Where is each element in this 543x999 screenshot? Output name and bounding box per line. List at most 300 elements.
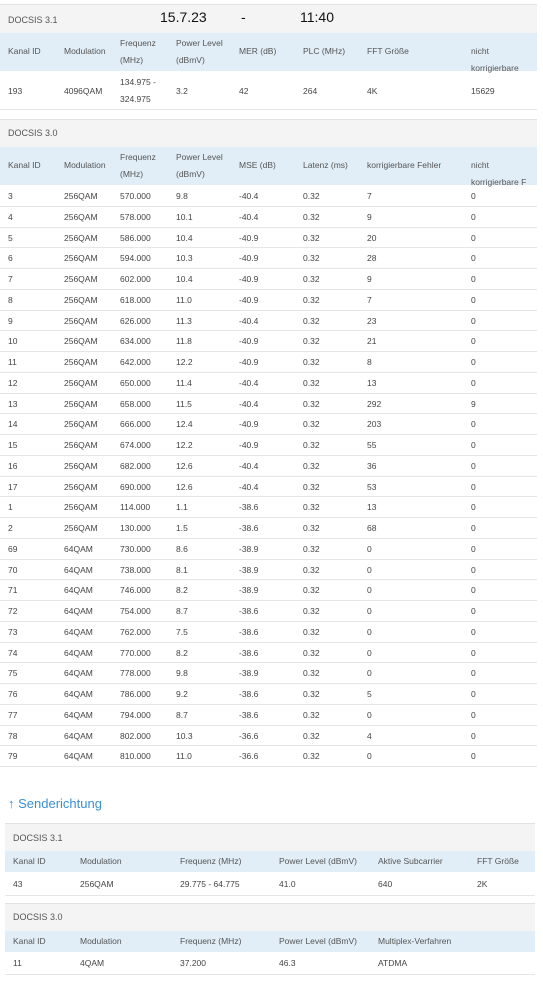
cell-frequency: 626.000: [120, 315, 151, 326]
cell-uncorrectable: 0: [471, 274, 476, 284]
cell-correctable: 9: [367, 274, 372, 284]
cell-latency: 0.32: [303, 191, 320, 201]
cell-mse: -36.6: [239, 751, 259, 762]
cell-mse: -40.4: [239, 460, 259, 471]
us30-table-row: [5, 952, 535, 974]
cell-id: 7: [8, 274, 13, 284]
cell-correctable: 7: [367, 294, 372, 305]
cell-uncorrectable: 0: [471, 606, 476, 616]
cell-frequency: 578.000: [120, 211, 151, 222]
cell-correctable: 292: [367, 398, 382, 409]
cell-frequency: 794.000: [120, 709, 151, 720]
col-latenz: Latenz (ms): [303, 160, 348, 170]
table-row: [0, 248, 537, 269]
cell-latency: 0.32: [303, 626, 320, 637]
row-divider: [0, 766, 537, 767]
cell-id: 2: [8, 523, 13, 533]
cell-latency: 0.32: [303, 502, 320, 513]
cell-id: 9: [8, 315, 13, 326]
cell-frequency: 658.000: [120, 398, 151, 409]
cell-uncorrectable: 0: [471, 647, 476, 658]
screenshot-dash: -: [241, 9, 246, 25]
cell-id: 3: [8, 191, 13, 201]
col-kanal-id: Kanal ID: [13, 936, 46, 946]
cell-power: 10.4: [176, 274, 193, 284]
cell-id: 10: [8, 336, 18, 347]
cell-id: 74: [8, 647, 18, 658]
cell-power: 1.5: [176, 523, 188, 533]
col-multiplex: Multiplex-Verfahren: [378, 936, 452, 946]
cell-mse: -38.6: [239, 689, 259, 699]
cell-id: 69: [8, 543, 18, 554]
col-kanal-id: Kanal ID: [8, 160, 41, 170]
cell-id: 77: [8, 709, 18, 720]
divider: [5, 895, 535, 896]
cell-frequency: 130.000: [120, 523, 151, 533]
cell-frequency: 642.000: [120, 357, 151, 367]
cell-frequency: 29.775 - 64.775: [180, 879, 240, 889]
us31-table-row: [5, 872, 535, 894]
cell-modulation: 64QAM: [64, 626, 93, 637]
col-frequenz: Frequenz: [120, 38, 156, 48]
table-row: [0, 601, 537, 622]
cell-mse: -40.9: [239, 440, 259, 450]
cell-id: 12: [8, 377, 18, 388]
cell-frequency: 746.000: [120, 585, 151, 596]
cell-mse: -38.6: [239, 523, 259, 533]
cell-power: 10.1: [176, 211, 193, 222]
table-row: [0, 290, 537, 311]
ds31-title: DOCSIS 3.1: [8, 15, 58, 25]
ds30-panel-title: [0, 119, 537, 147]
cell-frequency: 618.000: [120, 294, 151, 305]
cell-correctable: 0: [367, 585, 372, 596]
cell-correctable: 0: [367, 626, 372, 637]
table-row: [0, 373, 537, 394]
cell-id: 70: [8, 564, 18, 575]
cell-frequency: 810.000: [120, 751, 151, 762]
screenshot-time: 11:40: [300, 9, 334, 25]
cell-mse: -40.9: [239, 274, 259, 284]
cell-correctable: 0: [367, 709, 372, 720]
cell-latency: 0.32: [303, 315, 320, 326]
cell-power: 12.6: [176, 481, 193, 492]
table-row: [0, 663, 537, 684]
table-row: [0, 477, 537, 498]
cell-correctable: 0: [367, 543, 372, 554]
cell-correctable: 0: [367, 751, 372, 762]
ds30-table-body: [0, 186, 537, 768]
cell-frequency: 666.000: [120, 419, 151, 430]
col-modulation: Modulation: [64, 46, 106, 56]
cell-power: 11.5: [176, 398, 192, 409]
cell-latency: 0.32: [303, 232, 320, 243]
table-row: [0, 684, 537, 705]
cell-modulation: 64QAM: [64, 543, 93, 554]
cell-modulation: 256QAM: [64, 232, 98, 243]
cell-id: 11: [8, 357, 17, 367]
cell-modulation: 256QAM: [64, 440, 98, 450]
cell-power: 9.2: [176, 689, 188, 699]
col-power-level: Power Level: [176, 152, 223, 162]
cell-power: 11.3: [176, 315, 192, 326]
cell-power: 8.2: [176, 647, 188, 658]
cell-frequency: 778.000: [120, 668, 151, 679]
col-power-level: Power Level (dBmV): [279, 936, 357, 946]
table-row: [0, 352, 537, 373]
table-row: [0, 643, 537, 664]
cell-latency: 0.32: [303, 668, 320, 679]
cell-modulation: 256QAM: [64, 523, 98, 533]
cell-power: 12.6: [176, 460, 193, 471]
cell-uncorrectable: 0: [471, 357, 476, 367]
cell-modulation: 256QAM: [64, 211, 98, 222]
cell-latency: 0.32: [303, 730, 320, 741]
cell-modulation: 64QAM: [64, 606, 93, 616]
cell-power: 8.2: [176, 585, 188, 596]
table-row: [0, 539, 537, 560]
cell-id: 16: [8, 460, 18, 471]
cell-mer: 42: [239, 86, 249, 96]
cell-latency: 0.32: [303, 253, 320, 264]
cell-modulation: 256QAM: [64, 253, 98, 264]
cell-correctable: 23: [367, 315, 377, 326]
cell-mse: -40.9: [239, 294, 259, 305]
cell-mse: -40.4: [239, 398, 259, 409]
cell-frequency: 114.000: [120, 502, 151, 513]
table-row: [0, 726, 537, 747]
cell-uncorrectable: 0: [471, 294, 476, 305]
ds31-header-row: [0, 33, 537, 71]
cell-uncorrectable: 9: [471, 398, 476, 409]
table-row: [0, 394, 537, 415]
cell-latency: 0.32: [303, 398, 320, 409]
table-row: [0, 705, 537, 726]
cell-mse: -40.9: [239, 253, 259, 264]
cell-uncorrectable: 0: [471, 336, 476, 347]
col-uncorrectable: nicht korrigierbare: [471, 46, 519, 73]
cell-id: 8: [8, 294, 13, 305]
cell-latency: 0.32: [303, 419, 320, 430]
divider: [5, 974, 535, 975]
col-power-unit: (dBmV): [176, 169, 205, 179]
cell-mse: -40.4: [239, 315, 259, 326]
cell-id: 14: [8, 419, 18, 430]
cell-modulation: 256QAM: [64, 191, 98, 201]
table-row: [0, 414, 537, 435]
cell-latency: 0.32: [303, 336, 320, 347]
cell-uncorrectable: 0: [471, 709, 476, 720]
us31-panel-title: [5, 823, 535, 851]
cell-correctable: 55: [367, 440, 377, 450]
cell-id: 17: [8, 481, 18, 492]
cell-power: 9.8: [176, 668, 188, 679]
cell-modulation: 256QAM: [64, 481, 98, 492]
cell-correctable: 0: [367, 647, 372, 658]
cell-correctable: 13: [367, 377, 377, 388]
cell-frequency: 682.000: [120, 460, 151, 471]
cell-modulation: 256QAM: [64, 377, 98, 388]
cell-frequency: 650.000: [120, 377, 151, 388]
cell-uncorrectable: 0: [471, 668, 476, 679]
cell-modulation: 256QAM: [64, 357, 98, 367]
cell-power: 8.7: [176, 709, 188, 720]
cell-id: 78: [8, 730, 18, 741]
cell-power: 11.0: [176, 751, 192, 762]
cell-mse: -40.9: [239, 232, 259, 243]
us31-header-row: [5, 851, 535, 872]
cell-power: 11.4: [176, 377, 192, 388]
cell-uncorrectable: 0: [471, 377, 476, 388]
col-frequenz: Frequenz: [120, 152, 156, 162]
us30-panel-title: [5, 903, 535, 931]
table-row: [0, 622, 537, 643]
table-row: [0, 435, 537, 456]
screenshot-date: 15.7.23: [160, 9, 207, 25]
table-row: [0, 228, 537, 249]
cell-latency: 0.32: [303, 585, 320, 596]
cell-id: 43: [13, 879, 23, 889]
ds30-header-row: [0, 147, 537, 185]
col-modulation: Modulation: [64, 160, 106, 170]
cell-mse: -40.4: [239, 377, 259, 388]
cell-multiplex: ATDMA: [378, 958, 408, 968]
cell-id: 6: [8, 253, 13, 264]
cell-mse: -40.4: [239, 191, 259, 201]
cell-modulation: 64QAM: [64, 647, 93, 658]
table-row: [0, 497, 537, 518]
cell-uncorrectable: 0: [471, 730, 476, 741]
cell-power: 8.6: [176, 543, 188, 554]
cell-power: 10.3: [176, 253, 193, 264]
cell-modulation: 64QAM: [64, 668, 93, 679]
cell-frequency: 738.000: [120, 564, 151, 575]
cell-correctable: 28: [367, 253, 377, 264]
col-frequenz: Frequenz (MHz): [180, 936, 242, 946]
cell-id: 13: [8, 398, 18, 409]
cell-latency: 0.32: [303, 294, 320, 305]
cell-id: 76: [8, 689, 18, 699]
cell-mse: -38.9: [239, 564, 259, 575]
cell-mse: -38.9: [239, 543, 259, 554]
col-power-level: Power Level: [176, 38, 223, 48]
col-power-level: Power Level (dBmV): [279, 856, 357, 866]
cell-latency: 0.32: [303, 647, 320, 658]
cell-frequency: 730.000: [120, 543, 151, 554]
cell-uncorrectable: 0: [471, 419, 476, 430]
cell-uncorrectable: 0: [471, 689, 476, 699]
cell-id: 72: [8, 606, 18, 616]
cell-id: 15: [8, 440, 18, 450]
cell-correctable: 68: [367, 523, 377, 533]
col-fft: FFT Größe: [477, 856, 519, 866]
cell-modulation: 4096QAM: [64, 86, 103, 96]
cell-uncorrectable: 0: [471, 626, 476, 637]
cell-mse: -38.9: [239, 585, 259, 596]
cell-modulation: 256QAM: [64, 502, 98, 513]
cell-correctable: 8: [367, 357, 372, 367]
cell-mse: -38.6: [239, 647, 259, 658]
cell-uncorrectable: 0: [471, 315, 476, 326]
cell-latency: 0.32: [303, 689, 320, 699]
cell-modulation: 64QAM: [64, 730, 93, 741]
cell-correctable: 36: [367, 460, 377, 471]
senderichtung-link[interactable]: ↑ Senderichtung: [8, 796, 102, 811]
col-modulation: Modulation: [80, 856, 122, 866]
cell-latency: 0.32: [303, 606, 320, 616]
cell-correctable: 7: [367, 191, 372, 201]
cell-id: 11: [13, 958, 22, 968]
cell-frequency: 634.000: [120, 336, 151, 347]
col-frequenz-unit: (MHz): [120, 169, 144, 179]
cell-id: 75: [8, 668, 18, 679]
cell-frequency: 762.000: [120, 626, 151, 637]
cell-plc: 264: [303, 86, 318, 96]
table-row: [0, 311, 537, 332]
table-row: [0, 207, 537, 228]
cell-frequency: 770.000: [120, 647, 151, 658]
cell-uncorrectable: 0: [471, 191, 476, 201]
cell-power: 7.5: [176, 626, 188, 637]
cell-frequency: 37.200: [180, 958, 206, 968]
cell-mse: -40.9: [239, 336, 259, 347]
cell-latency: 0.32: [303, 523, 320, 533]
cell-uncorrectable: 0: [471, 253, 476, 264]
table-row: [0, 560, 537, 581]
cell-uncorrectable: 0: [471, 440, 476, 450]
cell-modulation: 64QAM: [64, 709, 93, 720]
col-fft: FFT Größe: [367, 46, 409, 56]
cell-correctable: 20: [367, 232, 377, 243]
cell-correctable: 4: [367, 730, 372, 741]
cell-frequency: 570.000: [120, 191, 151, 201]
cell-uncorrectable: 0: [471, 564, 476, 575]
cell-mse: -40.9: [239, 357, 259, 367]
cell-id: 71: [8, 585, 18, 596]
cell-frequency: 754.000: [120, 606, 151, 616]
cell-frequency-start: 134.975 -: [120, 77, 156, 87]
cell-correctable: 5: [367, 689, 372, 699]
cell-latency: 0.32: [303, 357, 320, 367]
cell-id: 79: [8, 751, 18, 762]
cell-modulation: 256QAM: [64, 398, 98, 409]
cell-id: 73: [8, 626, 18, 637]
cell-uncorrectable: 0: [471, 481, 476, 492]
cell-mse: -38.6: [239, 626, 259, 637]
cell-modulation: 64QAM: [64, 564, 93, 575]
cell-frequency: 586.000: [120, 232, 151, 243]
col-power-unit: (dBmV): [176, 55, 205, 65]
cell-latency: 0.32: [303, 564, 320, 575]
cell-correctable: 203: [367, 419, 382, 430]
cell-modulation: 64QAM: [64, 585, 93, 596]
cell-power: 3.2: [176, 86, 188, 96]
cell-uncorrectable: 0: [471, 585, 476, 596]
cell-correctable: 13: [367, 502, 377, 513]
cell-power: 11.0: [176, 294, 192, 305]
col-frequenz: Frequenz (MHz): [180, 856, 242, 866]
ds31-panel-title: [0, 4, 537, 33]
table-row: [0, 456, 537, 477]
cell-power: 41.0: [279, 879, 296, 889]
table-row: [0, 269, 537, 290]
cell-id: 5: [8, 232, 13, 243]
cell-power: 9.8: [176, 191, 188, 201]
cell-latency: 0.32: [303, 211, 320, 222]
cell-id: 1: [8, 502, 13, 513]
cell-uncorrectable: 15629: [471, 86, 495, 96]
us31-title: DOCSIS 3.1: [13, 833, 63, 843]
us30-header-row: [5, 931, 535, 952]
cell-frequency: 674.000: [120, 440, 151, 450]
cell-modulation: 256QAM: [64, 419, 98, 430]
cell-id: 4: [8, 211, 13, 222]
col-mer: MER (dB): [239, 46, 277, 56]
col-plc: PLC (MHz): [303, 46, 346, 56]
cell-mse: -38.6: [239, 606, 259, 616]
cell-power: 12.4: [176, 419, 193, 430]
cell-latency: 0.32: [303, 377, 320, 388]
cell-power: 10.3: [176, 730, 193, 741]
cell-modulation: 64QAM: [64, 751, 93, 762]
cell-fft: 4K: [367, 86, 378, 96]
cell-latency: 0.32: [303, 709, 320, 720]
cell-modulation: 4QAM: [80, 958, 105, 968]
ds31-table-row: [0, 72, 537, 109]
cell-correctable: 53: [367, 481, 377, 492]
cell-correctable: 0: [367, 564, 372, 575]
cell-latency: 0.32: [303, 460, 320, 471]
cell-uncorrectable: 0: [471, 502, 476, 513]
cell-mse: -36.6: [239, 730, 259, 741]
cell-latency: 0.32: [303, 751, 320, 762]
cell-modulation: 256QAM: [64, 460, 98, 471]
cell-uncorrectable: 0: [471, 751, 476, 762]
col-uncorrectable: nicht korrigierbare F: [471, 160, 527, 187]
cell-uncorrectable: 0: [471, 543, 476, 554]
cell-active-subcarrier: 640: [378, 879, 393, 889]
cell-frequency: 786.000: [120, 689, 151, 699]
cell-uncorrectable: 0: [471, 523, 476, 533]
col-kanal-id: Kanal ID: [13, 856, 46, 866]
col-frequenz-unit: (MHz): [120, 55, 144, 65]
cell-mse: -40.4: [239, 481, 259, 492]
divider: [0, 109, 537, 110]
table-row: [0, 186, 537, 207]
cell-latency: 0.32: [303, 481, 320, 492]
cell-mse: -40.9: [239, 419, 259, 430]
cell-correctable: 0: [367, 606, 372, 616]
col-active-subcarrier: Aktive Subcarrier: [378, 856, 443, 866]
cell-power: 46.3: [279, 958, 296, 968]
us30-title: DOCSIS 3.0: [13, 912, 63, 922]
cell-mse: -38.9: [239, 668, 259, 679]
cell-frequency: 602.000: [120, 274, 151, 284]
cell-power: 12.2: [176, 357, 193, 367]
cell-modulation: 256QAM: [64, 336, 98, 347]
cell-modulation: 64QAM: [64, 689, 93, 699]
cell-frequency: 594.000: [120, 253, 151, 264]
table-row: [0, 331, 537, 352]
cell-modulation: 256QAM: [80, 879, 114, 889]
cell-modulation: 256QAM: [64, 274, 98, 284]
table-row: [0, 746, 537, 767]
cell-correctable: 0: [367, 668, 372, 679]
cell-fft: 2K: [477, 879, 488, 889]
cell-latency: 0.32: [303, 543, 320, 554]
cell-power: 8.7: [176, 606, 188, 616]
col-modulation: Modulation: [80, 936, 122, 946]
